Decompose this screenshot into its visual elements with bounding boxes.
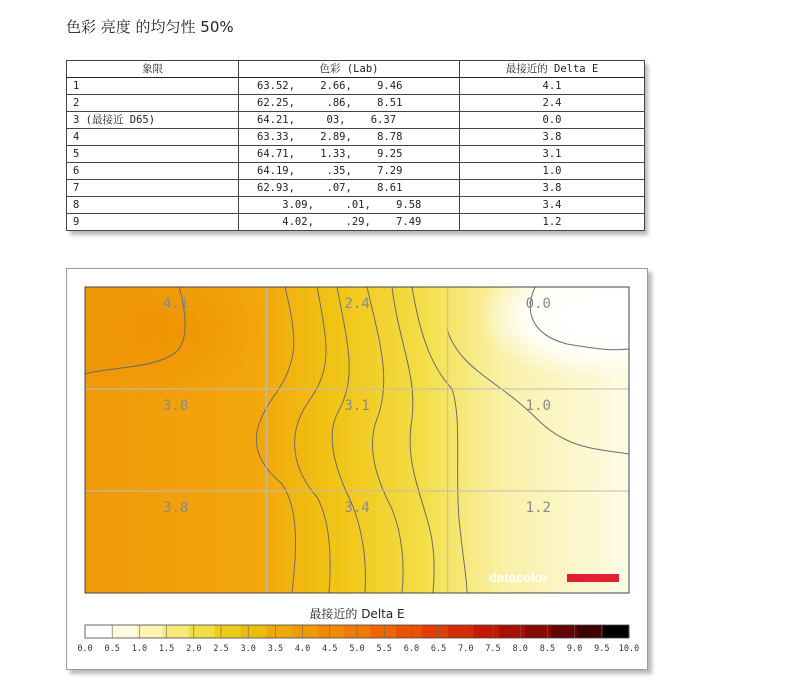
cell-lab: 63.52, 2.66, 9.46 (239, 78, 460, 95)
watermark-red-bar (567, 574, 619, 582)
heatmap-cell-label: 4.1 (163, 296, 189, 312)
cell-lab: 64.21, 03, 6.37 (239, 112, 460, 129)
cell-quadrant: 6 (67, 163, 239, 180)
heatmap-cell-label: 3.8 (163, 500, 189, 516)
colorbar (77, 625, 639, 654)
colorbar-swatch (525, 625, 551, 638)
table-row (67, 163, 645, 180)
table-row (67, 197, 645, 214)
heatmap-cell-label: 2.4 (344, 296, 370, 312)
heatmap-cell-label: 3.8 (163, 398, 189, 414)
colorbar-swatch (577, 625, 603, 638)
colorbar-swatch (603, 625, 629, 638)
colorbar-label: 最接近的 Delta E (309, 607, 405, 621)
colorbar-tick-label: 0.0 (77, 644, 93, 654)
colorbar-tick-label: 4.5 (322, 644, 338, 654)
heatmap-plot (67, 269, 647, 593)
heatmap-cell-label: 0.0 (525, 296, 551, 312)
uniformity-table (66, 60, 644, 231)
colorbar-swatch (318, 625, 344, 638)
cell-delta-e: 3.4 (460, 197, 645, 214)
colorbar-tick-label: 10.0 (618, 644, 640, 654)
table-row (67, 180, 645, 197)
colorbar-swatch (370, 625, 396, 638)
colorbar-swatch (292, 625, 318, 638)
cell-delta-e: 3.8 (460, 180, 645, 197)
colorbar-tick-label: 1.0 (131, 644, 148, 654)
colorbar-tick-label: 8.5 (539, 644, 556, 654)
cell-lab: 64.71, 1.33, 9.25 (239, 146, 460, 163)
cell-lab: 4.02, .29, 7.49 (239, 214, 460, 231)
cell-quadrant: 4 (67, 129, 239, 146)
table-row (67, 78, 645, 95)
colorbar-tick-label: 5.0 (349, 644, 365, 654)
colorbar-tick-label: 9.0 (566, 644, 583, 654)
cell-delta-e: 3.8 (460, 129, 645, 146)
colorbar-tick-label: 5.5 (376, 644, 392, 654)
header-color-lab: 色彩 (Lab) (239, 61, 460, 78)
cell-quadrant: 1 (67, 78, 239, 95)
colorbar-swatch (215, 625, 241, 638)
cell-delta-e: 1.0 (460, 163, 645, 180)
colorbar-swatch (85, 625, 111, 638)
colorbar-swatch (240, 625, 266, 638)
cell-lab: 62.93, .07, 8.61 (239, 180, 460, 197)
table-row (67, 146, 645, 163)
colorbar-swatch (137, 625, 163, 638)
heatmap-cell-label: 1.2 (525, 500, 551, 516)
cell-delta-e: 4.1 (460, 78, 645, 95)
cell-lab: 62.25, .86, 8.51 (239, 95, 460, 112)
heatmap-cell-label: 1.0 (525, 398, 551, 414)
cell-lab: 63.33, 2.89, 8.78 (239, 129, 460, 146)
header-quadrant: 象限 (67, 61, 239, 78)
cell-quadrant: 2 (67, 95, 239, 112)
colorbar-tick-label: 7.0 (458, 644, 474, 654)
colorbar-swatch (551, 625, 577, 638)
cell-lab: 3.09, .01, 9.58 (239, 197, 460, 214)
colorbar-swatch (474, 625, 500, 638)
colorbar-tick-label: 6.5 (430, 644, 447, 654)
cell-delta-e: 0.0 (460, 112, 645, 129)
colorbar-swatch (499, 625, 525, 638)
colorbar-tick-label: 0.5 (104, 644, 120, 654)
header-delta-e: 最接近的 Delta E (460, 61, 645, 78)
colorbar-tick-label: 2.0 (186, 644, 202, 654)
uniformity-chart-svg (67, 269, 647, 669)
colorbar-tick-label: 2.5 (213, 644, 229, 654)
colorbar-tick-label: 8.0 (512, 644, 528, 654)
cell-delta-e: 2.4 (460, 95, 645, 112)
cell-quadrant: 3 (最接近 D65) (67, 112, 239, 129)
table-row (67, 129, 645, 146)
colorbar-tick-label: 3.5 (267, 644, 284, 654)
cell-quadrant: 7 (67, 180, 239, 197)
colorbar-swatch (266, 625, 292, 638)
cell-quadrant: 9 (67, 214, 239, 231)
colorbar-tick-label: 1.5 (158, 644, 175, 654)
cell-lab: 64.19, .35, 7.29 (239, 163, 460, 180)
colorbar-swatch (189, 625, 215, 638)
watermark-text: datacolor (489, 570, 548, 585)
cell-quadrant: 8 (67, 197, 239, 214)
table-row (67, 214, 645, 231)
cell-delta-e: 1.2 (460, 214, 645, 231)
colorbar-swatch (111, 625, 137, 638)
colorbar-tick-label: 4.0 (294, 644, 311, 654)
table-row (67, 95, 645, 112)
table-header-row (67, 61, 645, 78)
uniformity-chart (66, 268, 648, 670)
page-title: 色彩 亮度 的均匀性 50% (66, 18, 234, 36)
cell-quadrant: 5 (67, 146, 239, 163)
colorbar-tick-label: 3.0 (240, 644, 256, 654)
heatmap-cell-label: 3.1 (344, 398, 370, 414)
colorbar-tick-label: 9.5 (594, 644, 610, 654)
cell-delta-e: 3.1 (460, 146, 645, 163)
colorbar-tick-label: 6.0 (403, 644, 420, 654)
colorbar-swatch (396, 625, 422, 638)
heatmap-cell-label: 3.4 (344, 500, 370, 516)
colorbar-swatch (448, 625, 474, 638)
colorbar-tick-label: 7.5 (485, 644, 501, 654)
table-row (67, 112, 645, 129)
colorbar-swatch (422, 625, 448, 638)
